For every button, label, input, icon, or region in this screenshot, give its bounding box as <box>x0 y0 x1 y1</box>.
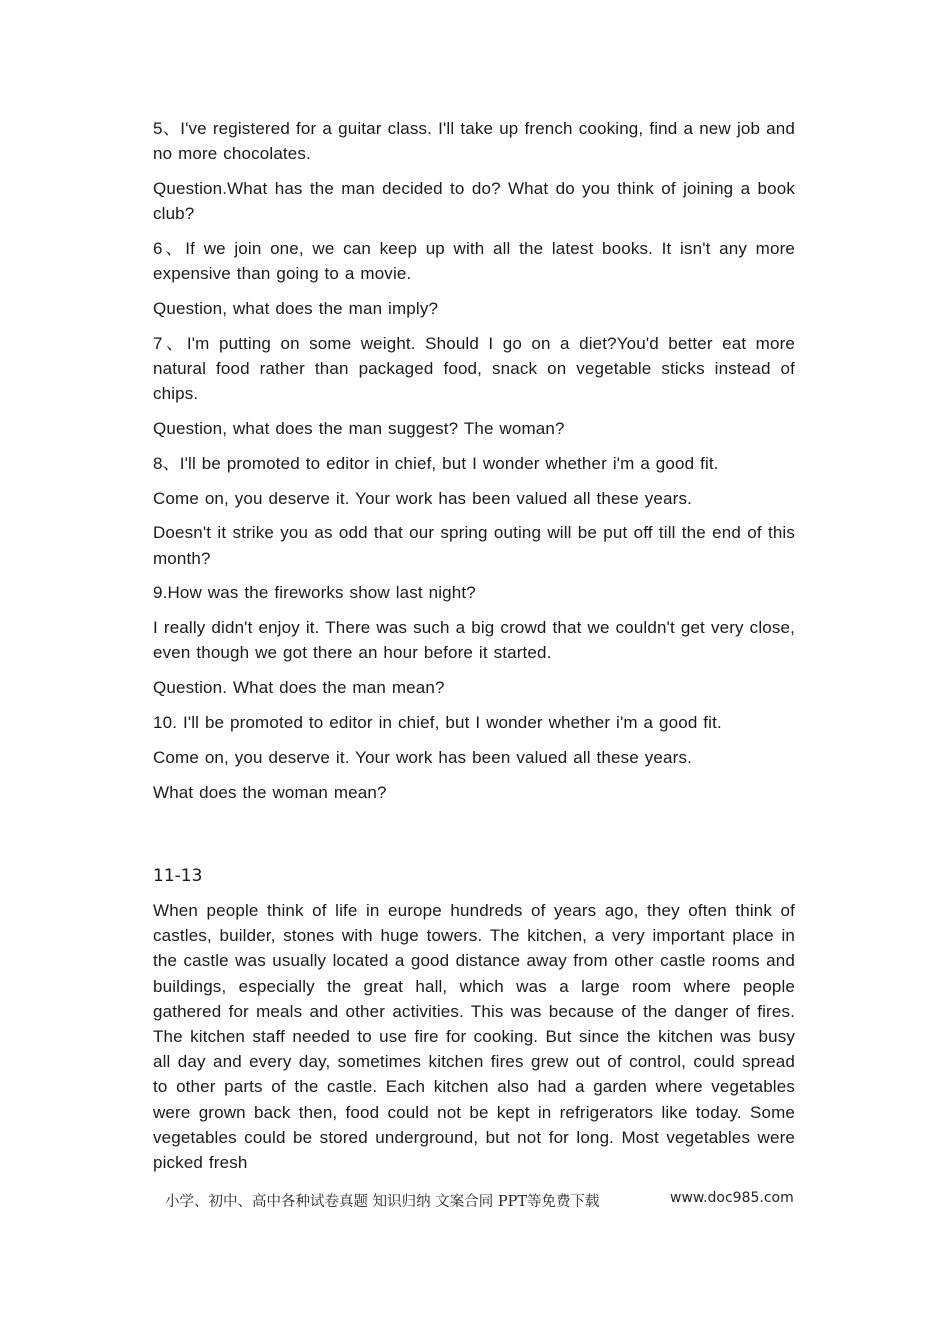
paragraph-q9: 9.How was the fireworks show last night? <box>153 583 476 603</box>
footer-url: www.doc985.com <box>670 1190 794 1206</box>
paragraph-q10-reply: Come on, you deserve it. Your work has been valued all these years. <box>153 747 692 767</box>
paragraph-q8-reply: Come on, you deserve it. Your work has been valued all these years. <box>153 488 692 508</box>
page-footer <box>165 1190 805 1211</box>
section-heading: 11-13 <box>153 865 203 886</box>
paragraph-q7-question: Question, what does the man suggest? The woman? <box>153 419 565 438</box>
paragraph-q7: 7、I'm putting on some weight. Should I go on a diet?You'd better eat more natural food rather than packaged food, snack on vegetable sticks instead of chips. <box>153 333 795 404</box>
paragraph-q9-question: Question. What does the man mean? <box>153 678 445 698</box>
document-body <box>153 116 795 1174</box>
paragraph-q5-question: Question.What has the man decided to do? What do you think of joining a book club? <box>153 179 795 224</box>
paragraph-q8: 8、I'll be promoted to editor in chief, but I wonder whether i'm a good fit. <box>153 453 719 473</box>
paragraph-q10-question: What does the woman mean? <box>153 782 387 802</box>
paragraph-q5: 5、I've registered for a guitar class. I'll take up french cooking, find a new job and no more chocolates. <box>153 119 795 164</box>
paragraph-q8-question: Doesn't it strike you as odd that our spring outing will be put off till the end of this month? <box>153 523 795 568</box>
paragraph-q6-question: Question, what does the man imply? <box>153 299 439 318</box>
paragraph-q6: 6、If we join one, we can keep up with all the latest books. It isn't any more expensive than going to a movie. <box>153 239 795 284</box>
footer-text: 小学、初中、高中各种试卷真题 知识归纳 文案合同 PPT等免费下载 <box>165 1194 600 1210</box>
reading-passage-container <box>153 898 795 1174</box>
paragraph-q10: 10. I'll be promoted to editor in chief, but I wonder whether i'm a good fit. <box>153 712 722 732</box>
paragraph-q9-reply: I really didn't enjoy it. There was such a big crowd that we couldn't get very close, even though we got there an hour before it started. <box>153 618 795 663</box>
reading-passage: When people think of life in europe hundreds of years ago, they often think of castles, builder, stones with huge towers. The kitchen, a very important place in the castle was usually located a good distance away from other castle rooms and buildings, especially the great hall, which was a large room where people gathered for meals and other activities. This was because of the danger of fires. The kitchen staff needed to use fire for cooking. But since the kitchen was busy all day and every day, sometimes kitchen fires grew out of control, could spread to other parts of the castle. Each kitchen also had a garden where vegetables were grown back then, food could not be kept in refrigerators like today. Some vegetables could be stored underground, but not for long. Most vegetables were picked fresh <box>153 900 795 1173</box>
